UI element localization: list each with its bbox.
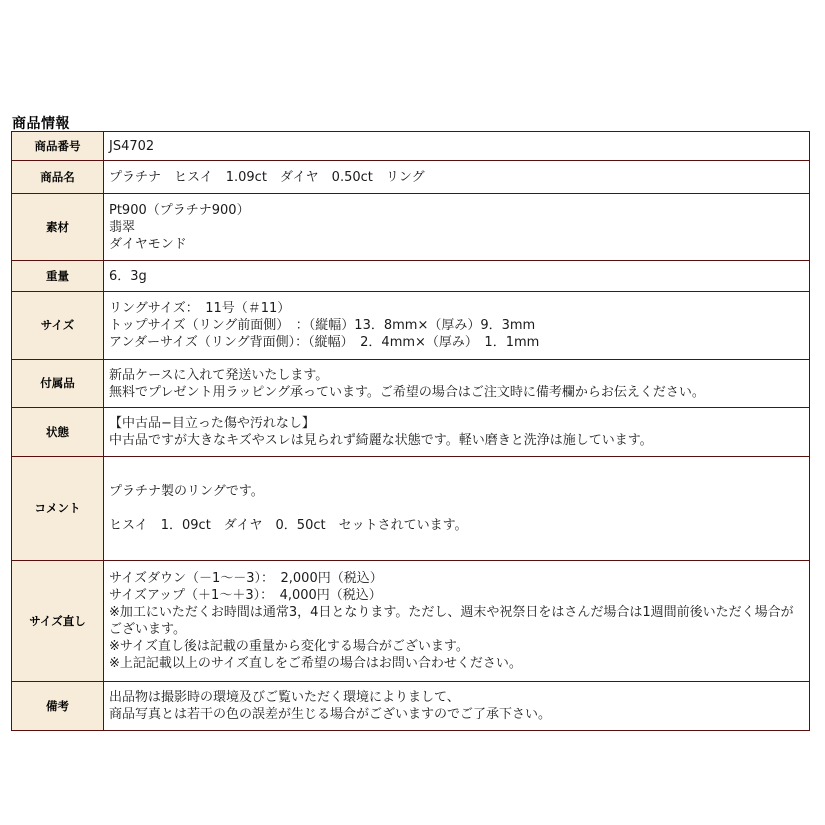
- table-row-weight: [12, 261, 810, 292]
- product-info-table: [11, 131, 810, 731]
- table-row-comment: [12, 457, 810, 561]
- accessories-label: 付属品: [12, 360, 104, 408]
- resize-line: ※サイズ直し後は記載の重量から変化する場合がございます。: [109, 639, 469, 654]
- accessories-value: [104, 360, 810, 408]
- table-row-accessories: [12, 360, 810, 408]
- table-row-item-name: [12, 161, 810, 194]
- accessories-line: 無料でプレゼント用ラッピング承っています。ご希望の場合はご注文時に備考欄からお伝えください。: [109, 384, 705, 400]
- comment-spacer: [109, 500, 805, 517]
- size-value: [104, 292, 810, 360]
- material-line: ダイヤモンド: [109, 236, 187, 252]
- item-number-value: JS4702: [104, 132, 810, 161]
- weight-label: 重量: [12, 261, 104, 292]
- section-title: 商品情報: [12, 116, 70, 132]
- resize-line: ※加工にいただくお時間は通常3，4日となります。ただし、週末や祝祭日をはさんだ場合は1週間前後いただく場合がございます。: [109, 605, 794, 637]
- resize-line: サイズアップ（＋1～＋3）： 4,000円（税込）: [109, 588, 382, 603]
- remarks-value: [104, 682, 810, 731]
- table-row-size: [12, 292, 810, 360]
- material-line: Pt900（プラチナ900）: [109, 202, 250, 218]
- resize-label: サイズ直し: [12, 561, 104, 682]
- remarks-line: 商品写真とは若干の色の誤差が生じる場合がございますのでご了承下さい。: [109, 707, 552, 722]
- table-row-material: [12, 194, 810, 261]
- resize-line: サイズダウン（－1～－3）： 2,000円（税込）: [109, 571, 383, 586]
- comment-line: ヒスイ 1．09ct ダイヤ 0．50ct セットされています。: [109, 518, 468, 533]
- condition-label: 状態: [12, 408, 104, 457]
- material-line: 翡翠: [109, 219, 136, 235]
- remarks-label: 備考: [12, 682, 104, 731]
- comment-line: プラチナ製のリングです。: [109, 484, 264, 499]
- item-name-value: プラチナ ヒスイ 1.09ct ダイヤ 0.50ct リング: [104, 161, 810, 194]
- accessories-line: 新品ケースに入れて発送いたします。: [109, 367, 329, 383]
- weight-value: 6．3g: [104, 261, 810, 292]
- material-label: 素材: [12, 194, 104, 261]
- remarks-line: 出品物は撮影時の環境及びご覧いただく環境によりまして、: [109, 690, 460, 705]
- comment-label: コメント: [12, 457, 104, 561]
- size-label: サイズ: [12, 292, 104, 360]
- item-number-label: 商品番号: [12, 132, 104, 161]
- material-value: [104, 194, 810, 261]
- item-name-label: 商品名: [12, 161, 104, 194]
- resize-value: [104, 561, 810, 682]
- size-line: リングサイズ： 11号（＃11）: [109, 301, 291, 316]
- condition-value: [104, 408, 810, 457]
- size-line: アンダーサイズ（リング背面側）：（縦幅） 2．4mm×（厚み） 1．1mm: [109, 335, 540, 350]
- condition-line: 【中古品−目立った傷や汚れなし】: [109, 416, 315, 431]
- table-row-condition: [12, 408, 810, 457]
- resize-line: ※上記記載以上のサイズ直しをご希望の場合はお問い合わせください。: [109, 656, 522, 671]
- table-row-item-number: [12, 132, 810, 161]
- condition-line: 中古品ですが大きなキズやスレは見られず綺麗な状態です。軽い磨きと洗浄は施しています。: [109, 433, 653, 448]
- table-row-resize: [12, 561, 810, 682]
- size-line: トップサイズ（リング前面側） ：（縦幅）13．8mm×（厚み）9．3mm: [109, 318, 536, 333]
- table-row-remarks: [12, 682, 810, 731]
- comment-value: [104, 457, 810, 561]
